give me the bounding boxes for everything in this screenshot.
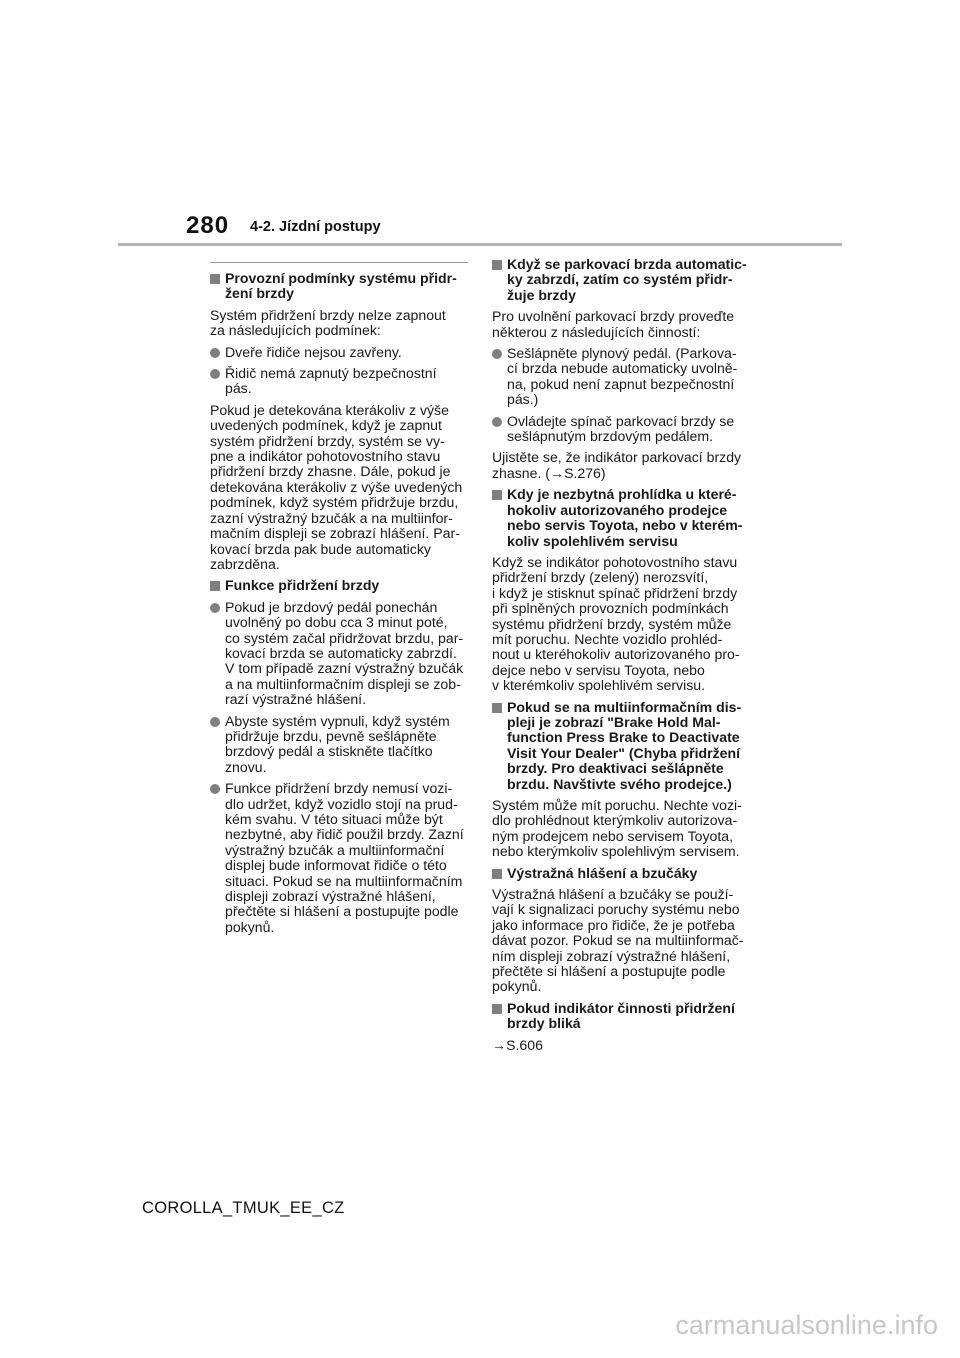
text-line: při splněných provozních podmínkách [492,600,729,617]
text-line: Pro uvolnění parkovací brzdy proveďte [492,308,735,325]
circle-bullet-icon [210,348,220,358]
text-line: vají k signalizaci poruchy systému nebo [492,901,740,918]
text-line: Výstražná hlášení a bzučáky se použí- [492,886,734,903]
block-para [492,309,754,340]
text-line: Funkce přidržení brzdy nemusí vozi- [225,780,453,797]
text-line: dávat pozor. Pokud se na multiinformač- [492,932,744,949]
text-line: kovací brzda pak bude automaticky [210,540,431,557]
text-line: Když se indikátor pohotovostního stavu [492,553,738,570]
block-bullet [210,781,472,935]
text-line: uvolněný po dobu cca 3 minut poté, [225,614,448,631]
text-line: V tom případě zazní výstražný bzučák [225,660,464,677]
block-para [492,555,754,694]
text-line: Sešlápněte plynový pedál. (Parkova- [507,345,737,362]
text-line: brzdy bliká [507,1015,581,1032]
text-line: Ovládejte spínač parkovací brzdy se [507,412,735,429]
text-line: žení brzdy [225,285,294,302]
text-line: Systém může mít poruchu. Nechte vozi- [492,797,742,813]
square-bullet-icon [210,581,220,591]
text-line: přidržení brzdy (zelený) nerozsvítí, [492,569,709,586]
text-line: Abyste systém vypnuli, když systém [225,712,450,729]
text-line: žuje brzdy [507,286,576,303]
text-line: kovací brzda se automaticky zabrzdí. [225,644,457,661]
text-line: Ujistěte se, že indikátor parkovací brzdy [492,449,742,466]
text-line: Kdy je nezbytná prohlídka u které- [507,486,737,503]
text-line: nebo servis Toyota, nebo v kterém- [507,517,743,534]
block-bullet [210,366,472,397]
block-bullet [492,346,754,408]
section-title: 4-2. Jízdní postupy [250,219,381,235]
text-line: za následujících podmínek: [210,322,381,339]
text-line: koliv spolehlivém servisu [507,532,678,549]
column-divider [210,262,468,263]
page-number: 280 [186,212,230,239]
block-para [210,403,472,572]
text-line: brzdy. Pro deaktivaci sešlápněte [507,760,724,777]
text-line: ním displeji zobrazí výstražné hlášení, [492,947,731,964]
text-line: některou z následujících činností: [492,323,701,340]
text-line: Výstražná hlášení a bzučáky [507,864,698,881]
text-line: pokynů. [225,918,275,935]
text-line: zazní výstražný bzučák a na multiinfor- [210,509,453,526]
text-line: mačním displeji se zobrazí hlášení. Par- [210,525,460,542]
text-line: nout u kteréhokoliv autorizovaného pro- [492,646,740,663]
header-divider [118,243,842,246]
text-line: přečtěte si hlášení a postupujte podle [225,903,459,920]
text-line: pleji je zobrazí "Brake Hold Mal- [507,713,721,730]
text-line: Pokud indikátor činnosti přidržení [507,999,735,1016]
text-line: pás.) [507,391,539,408]
square-bullet-icon [210,274,220,284]
text-line: výstražný bzučák a multiinformační [225,841,445,858]
text-line: zabrzděna. [210,555,280,572]
text-line: Provozní podmínky systému přidr- [225,270,457,286]
block-para [492,798,754,860]
circle-bullet-icon [492,417,502,427]
text-line: nebo kterýmkoliv spolehlivým servisem. [492,843,740,860]
block-bullet [210,714,472,776]
text-line: cí brzda nebude automaticky uvolně- [507,360,738,377]
text-line: mít poruchu. Nechte vozidlo prohléd- [492,630,723,647]
text-line: pás. [225,380,252,397]
text-line: a na multiinformačním displeji se zob- [225,675,461,692]
block-bullet [210,600,472,708]
text-line: ky zabrzdí, zatím co systém přidr- [507,271,733,288]
block-heading [492,866,754,881]
text-line: přidržuje brzdu, pevně sešlápněte [225,727,437,744]
text-line: podmínek, když systém přidržuje brzdu, [210,494,459,511]
text-line: displeji zobrazí výstražné hlášení, [225,888,436,905]
text-line: uvedených podmínek, když je zapnut [210,417,442,434]
text-line: situaci. Pokud se na multiinformačním [225,872,463,889]
circle-bullet-icon [210,717,220,727]
text-line: jako informace pro řidiče, že je potřeba [492,916,735,933]
text-line: detekována kterákoliv z výše uvedených [210,478,463,495]
text-line: dlo udržet, když vozidlo stojí na prud- [225,795,458,812]
text-line: zhasne. (→S.276) [492,464,606,481]
text-line: hokoliv autorizovaného prodejce [507,501,728,518]
text-line: Funkce přidržení brzdy [225,577,380,594]
text-line: přečtěte si hlášení a postupujte podle [492,963,726,980]
block-heading [492,700,754,792]
circle-bullet-icon [210,784,220,794]
block-bullet [210,345,472,360]
block-heading [210,271,472,302]
block-para [492,887,754,995]
block-para [210,308,472,339]
text-line: Pokud je brzdový pedál ponechán [225,598,438,615]
text-line: Když se parkovací brzda automatic- [507,256,747,272]
text-line: pokynů. [492,978,542,995]
left-column [210,271,472,941]
document-code: COROLLA_TMUK_EE_CZ [142,1199,345,1217]
circle-bullet-icon [492,349,502,359]
block-para [492,450,754,481]
text-line: →S.606 [492,1036,543,1053]
square-bullet-icon [492,1004,502,1014]
text-line: Dveře řidiče nejsou zavřeny. [225,343,402,360]
block-heading [492,487,754,549]
text-line: Pokud se na multiinformačním dis- [507,698,742,715]
right-column [492,257,754,1059]
block-para [492,1038,754,1053]
text-line: systému přidržení brzdy, systém může [492,615,732,632]
text-line: brzdu. Navštivte svého prodejce.) [507,775,732,792]
text-line: ným prodejcem nebo servisem Toyota, [492,827,734,844]
text-line: Řidič nemá zapnutý bezpečnostní [225,365,437,382]
text-line: dlo prohlédnout kterýmkoliv autorizova- [492,812,738,829]
text-line: i když je stisknut spínač přidržení brzdy [492,584,738,601]
text-line: razí výstražné hlášení. [225,691,366,708]
text-line: nezbytné, aby řidič použil brzdy. Zazní [225,826,464,843]
text-line: Pokud je detekována kterákoliv z výše [210,401,449,418]
text-line: na, pokud není zapnut bezpečnostní [507,375,735,392]
text-line: displej bude informovat řidiče o této [225,857,447,874]
circle-bullet-icon [210,369,220,379]
text-line: kém svahu. V této situaci může být [225,811,443,827]
block-bullet [492,414,754,445]
square-bullet-icon [492,260,502,270]
text-line: dejce nebo v servisu Toyota, nebo [492,661,705,678]
square-bullet-icon [492,703,502,713]
square-bullet-icon [492,869,502,879]
text-line: znovu. [225,758,267,775]
block-heading [492,257,754,303]
text-line: pne a indikátor pohotovostního stavu [210,448,441,465]
watermark: carmanualsonline.info [675,1310,938,1340]
text-line: function Press Brake to Deactivate [507,729,740,746]
text-line: přidržení brzdy zhasne. Dále, pokud je [210,463,451,480]
text-line: Visit Your Dealer" (Chyba přidržení [507,744,741,761]
square-bullet-icon [492,490,502,500]
block-heading [492,1001,754,1032]
block-heading [210,578,472,593]
text-line: sešlápnutým brzdovým pedálem. [507,428,714,445]
text-line: co systém začal přidržovat brzdu, par- [225,629,464,646]
circle-bullet-icon [210,603,220,613]
text-line: systém přidržení brzdy, systém se vy- [210,432,445,449]
text-line: Systém přidržení brzdy nelze zapnout [210,306,446,323]
text-line: v kterémkoliv spolehlivém servisu. [492,677,706,694]
text-line: brzdový pedál a stiskněte tlačítko [225,743,433,760]
